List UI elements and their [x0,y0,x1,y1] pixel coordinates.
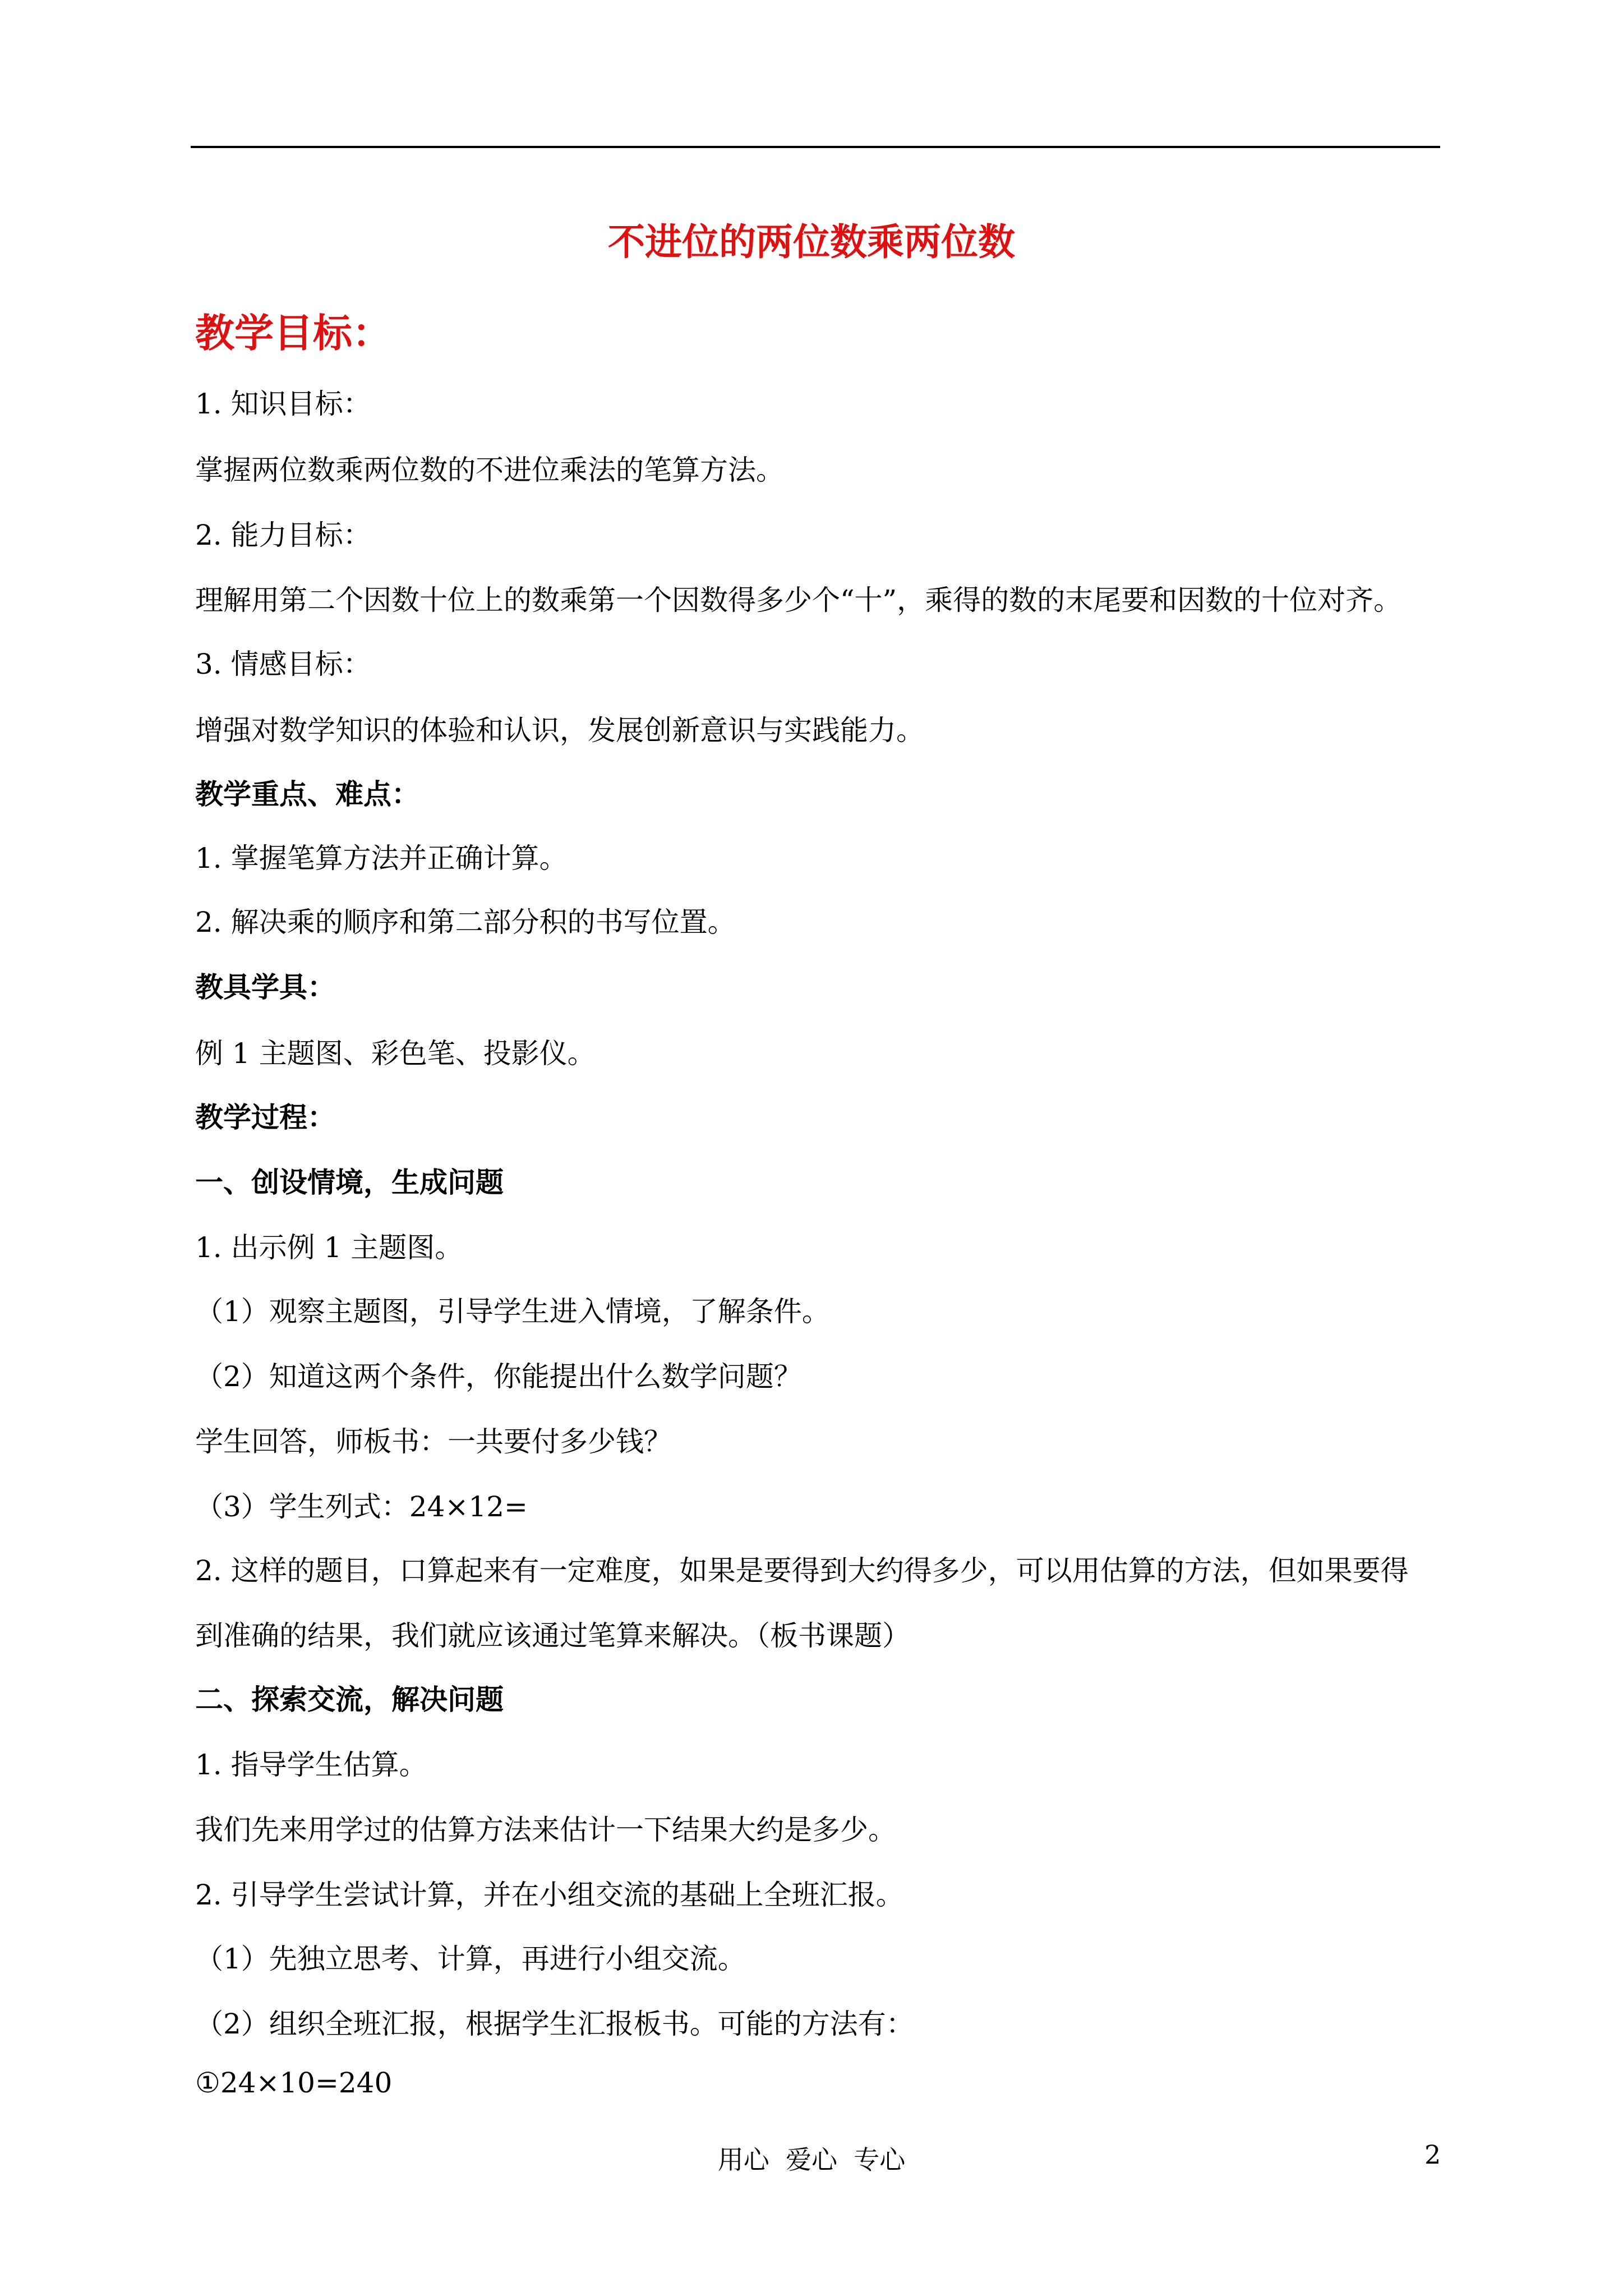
body-line: （3）学生列式：24×12= [195,1490,528,1523]
subheading: 教学过程： [195,1101,335,1134]
document-title: 不进位的两位数乘两位数 [608,220,1015,264]
body-line: 2. 这样的题目，口算起来有一定难度，如果是要得到大约得多少，可以用估算的方法，但如果要得 [195,1554,1409,1587]
body-line: 2. 引导学生尝试计算，并在小组交流的基础上全班汇报。 [195,1879,904,1911]
subheading: 一、创设情境，生成问题 [195,1166,504,1199]
body-line: 学生回答，师板书：一共要付多少钱？ [195,1425,672,1458]
body-line: （1）观察主题图，引导学生进入情境，了解条件。 [195,1295,830,1328]
body-line: 2. 能力目标： [195,519,371,551]
subheading: 教学重点、难点： [195,777,419,811]
body-line: 理解用第二个因数十位上的数乘第一个因数得多少个“十”，乘得的数的末尾要和因数的十位对齐。 [195,584,1402,616]
subheading: 二、探索交流，解决问题 [195,1683,504,1716]
body-line: 1. 掌握笔算方法并正确计算。 [195,842,568,875]
footer-slogan: 用心 爱心 专心 [717,2145,906,2175]
body-line: 3. 情感目标： [195,648,371,680]
body-line: 1. 知识目标： [195,388,371,420]
header-rule [191,146,1440,148]
body-line: 例 1 主题图、彩色笔、投影仪。 [195,1037,596,1070]
body-line: 到准确的结果，我们就应该通过笔算来解决。（板书课题） [195,1619,910,1652]
body-line: （2）组织全班汇报，根据学生汇报板书。可能的方法有： [195,2008,914,2040]
body-line: 1. 出示例 1 主题图。 [195,1231,463,1264]
body-line: 掌握两位数乘两位数的不进位乘法的笔算方法。 [195,454,784,486]
body-line: ①24×10=240 [195,2067,393,2099]
page-number: 2 [1424,2139,1441,2170]
body-line: 1. 指导学生估算。 [195,1749,427,1781]
subheading: 教具学具： [195,970,335,1004]
body-line: （2）知道这两个条件，你能提出什么数学问题？ [195,1360,802,1393]
body-line: 增强对数学知识的体验和认识，发展创新意识与实践能力。 [195,714,924,747]
section-heading-teaching-goals: 教学目标： [195,310,391,356]
body-line: 2. 解决乘的顺序和第二部分积的书写位置。 [195,906,736,938]
body-line: （1）先独立思考、计算，再进行小组交流。 [195,1943,746,1975]
body-line: 我们先来用学过的估算方法来估计一下结果大约是多少。 [195,1814,896,1846]
